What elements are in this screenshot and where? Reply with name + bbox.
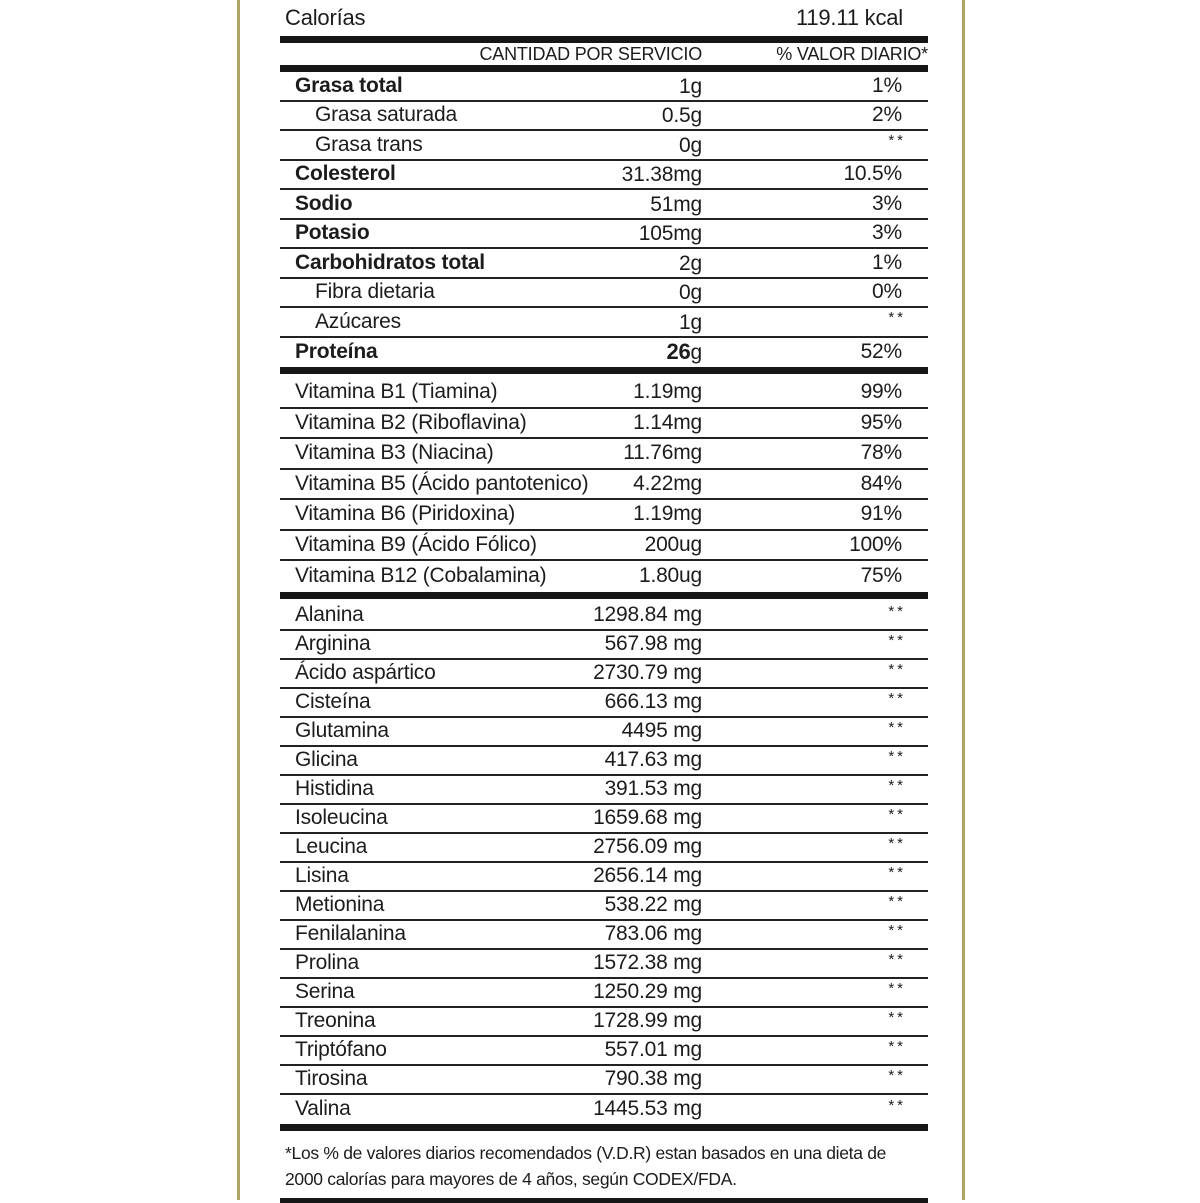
- table-row: [280, 131, 928, 161]
- vitamin-amount-value: 1.14mg: [633, 410, 702, 434]
- vitamin-daily-value: 95%: [860, 410, 902, 434]
- table-row: [280, 161, 928, 191]
- nutrient-daily-value: 3%: [872, 191, 902, 215]
- calories-row: [280, 0, 928, 36]
- amino-acid-amount: [593, 980, 702, 1004]
- amino-acid-amount-value: 417.63 mg: [604, 748, 702, 771]
- nutrient-name: Carbohidratos total: [295, 250, 485, 274]
- amino-acid-daily-value: **: [888, 1066, 906, 1084]
- table-row: [280, 602, 928, 631]
- nutrient-daily-value: 52%: [860, 340, 902, 364]
- amino-acid-name: Ácido aspártico: [295, 661, 436, 684]
- nutrient-amount: [650, 191, 702, 217]
- table-row: [280, 500, 928, 531]
- amino-acid-name: Cisteína: [295, 690, 371, 713]
- divider-bar-bottom: [280, 1198, 928, 1203]
- vitamin-daily-value: 75%: [860, 564, 902, 588]
- amino-acid-name: Metionina: [295, 893, 385, 916]
- amino-acid-daily-value: **: [888, 834, 906, 852]
- amino-acid-amount-value: 1728.99 mg: [593, 1009, 702, 1032]
- vitamin-amount: [623, 441, 702, 465]
- nutrient-amount-unit: 105mg: [638, 222, 702, 246]
- amino-acid-amount: [605, 1067, 702, 1091]
- amino-acid-amount: [593, 661, 702, 685]
- nutrient-amount: [679, 309, 702, 335]
- table-row: [280, 660, 928, 689]
- divider-bar-thick: [280, 65, 928, 72]
- divider-bar-thick: [280, 1124, 928, 1131]
- amino-acid-name: Glicina: [295, 748, 358, 771]
- header-amount-per-serving: CANTIDAD POR SERVICIO: [479, 43, 702, 64]
- table-row: [280, 249, 928, 279]
- amino-acid-amount-value: 1572.38 mg: [593, 951, 702, 974]
- vitamin-daily-value: 84%: [860, 471, 902, 495]
- amino-acid-amount: [605, 690, 702, 714]
- nutrient-amount: [679, 132, 702, 158]
- amino-acid-name: Serina: [295, 980, 355, 1003]
- amino-acid-name: Triptófano: [295, 1038, 387, 1061]
- amino-acid-amount-value: 1445.53 mg: [593, 1097, 702, 1120]
- amino-acid-amount: [605, 777, 702, 801]
- table-row: [280, 308, 928, 338]
- amino-acid-name: Treonina: [295, 1009, 376, 1032]
- nutrient-amount: [666, 339, 702, 365]
- table-row: [280, 102, 928, 132]
- amino-acid-name: Prolina: [295, 951, 359, 974]
- table-row: [280, 1037, 928, 1066]
- amino-acid-amount: [593, 603, 702, 627]
- vitamin-amount: [633, 411, 702, 435]
- table-row: [280, 689, 928, 718]
- table-row: [280, 834, 928, 863]
- nutrient-amount-unit: 31.38mg: [621, 163, 702, 187]
- nutrient-name: Sodio: [295, 191, 353, 215]
- vitamin-name: Vitamina B5 (Ácido pantotenico): [295, 471, 589, 495]
- vitamin-amount-value: 1.80ug: [638, 564, 702, 588]
- nutrient-name: Grasa total: [295, 73, 403, 97]
- amino-acid-amount: [605, 1038, 702, 1062]
- amino-acid-amount: [593, 1009, 702, 1033]
- vitamins-section: [280, 374, 928, 592]
- amino-acid-name: Fenilalanina: [295, 922, 406, 945]
- nutrition-facts-panel: [280, 0, 928, 1203]
- amino-acid-name: Leucina: [295, 835, 368, 858]
- nutrient-amount: [639, 220, 702, 246]
- nutrient-name: Fibra dietaria: [315, 280, 435, 304]
- table-row: [280, 805, 928, 834]
- vitamin-amount: [633, 380, 702, 404]
- nutrient-daily-value: 3%: [872, 221, 902, 245]
- amino-acid-name: Arginina: [295, 632, 371, 655]
- amino-acid-amount: [605, 632, 702, 656]
- amino-acid-daily-value: **: [888, 805, 906, 823]
- amino-acid-amount-value: 666.13 mg: [604, 690, 702, 713]
- amino-acid-amount-value: 557.01 mg: [604, 1038, 702, 1061]
- amino-acid-amount: [605, 748, 702, 772]
- amino-acid-name: Histidina: [295, 777, 374, 800]
- table-row: [280, 531, 928, 562]
- amino-acid-amount-value: 1250.29 mg: [593, 980, 702, 1003]
- calories-label: Calorías: [285, 5, 366, 30]
- vitamin-name: Vitamina B9 (Ácido Fólico): [295, 532, 537, 556]
- table-row: [280, 921, 928, 950]
- vitamin-amount-value: 4.22mg: [633, 471, 702, 495]
- amino-acid-amount-value: 783.06 mg: [604, 922, 702, 945]
- daily-value-footnote: *Los % de valores diarios recomendados (V.D.R) estan basados en una dieta de 2000 calorías para mayores de 4 años, según CODEX/FDA.: [285, 1142, 887, 1189]
- amino-acid-daily-value: **: [888, 979, 906, 997]
- nutrient-amount-unit: 0g: [679, 281, 702, 305]
- calories-value: 119.11 kcal: [795, 5, 903, 30]
- vitamin-daily-value: 91%: [860, 502, 902, 526]
- column-header-row: [280, 43, 928, 65]
- nutrient-amount: [679, 279, 702, 305]
- vitamin-daily-value: 100%: [849, 532, 902, 556]
- amino-acid-amount: [593, 951, 702, 975]
- amino-acid-daily-value: **: [888, 602, 906, 620]
- amino-acid-daily-value: **: [888, 718, 906, 736]
- label-edge-line-right: [962, 0, 965, 1200]
- amino-acid-daily-value: **: [888, 747, 906, 765]
- table-row: [280, 220, 928, 250]
- amino-acid-daily-value: **: [888, 689, 906, 707]
- amino-acid-amount-value: 1298.84 mg: [593, 603, 702, 626]
- table-row: [280, 378, 928, 409]
- nutrient-daily-value: **: [888, 309, 906, 327]
- amino-acid-amount-value: 4495 mg: [621, 719, 702, 742]
- nutrient-amount-unit: 51mg: [650, 192, 702, 216]
- table-row: [280, 338, 928, 368]
- amino-acid-amount-value: 2656.14 mg: [593, 864, 702, 887]
- amino-acid-amount: [593, 864, 702, 888]
- divider-bar-thick: [280, 592, 928, 599]
- amino-acid-amount: [593, 806, 702, 830]
- amino-acid-name: Tirosina: [295, 1067, 368, 1090]
- table-row: [280, 863, 928, 892]
- vitamin-amount: [645, 533, 702, 557]
- table-row: [280, 1095, 928, 1124]
- nutrient-amount-unit: 1g: [679, 310, 702, 334]
- vitamin-amount-value: 1.19mg: [633, 380, 702, 404]
- vitamin-daily-value: 78%: [860, 441, 902, 465]
- amino-acid-amount-value: 1659.68 mg: [593, 806, 702, 829]
- nutrient-amount-unit: 0.5g: [661, 104, 702, 128]
- table-row: [280, 72, 928, 102]
- amino-acid-name: Isoleucina: [295, 806, 388, 829]
- amino-acid-daily-value: **: [888, 776, 906, 794]
- table-row: [280, 631, 928, 660]
- nutrient-daily-value: 2%: [872, 103, 902, 127]
- table-row: [280, 979, 928, 1008]
- amino-acid-name: Alanina: [295, 603, 364, 626]
- vitamin-amount: [639, 564, 702, 588]
- nutrient-amount-unit: 1g: [679, 74, 702, 98]
- table-row: [280, 718, 928, 747]
- amino-acid-daily-value: **: [888, 921, 906, 939]
- nutrient-amount-unit: 0g: [679, 133, 702, 157]
- table-row: [280, 279, 928, 309]
- table-row: [280, 950, 928, 979]
- vitamin-amount-value: 1.19mg: [633, 502, 702, 526]
- nutrient-name: Potasio: [295, 221, 370, 245]
- amino-acid-daily-value: **: [888, 1096, 906, 1114]
- nutrient-daily-value: **: [888, 132, 906, 150]
- table-row: [280, 1008, 928, 1037]
- nutrient-amount: [662, 102, 702, 128]
- amino-acids-section: [280, 599, 928, 1124]
- nutrient-amount: [679, 73, 702, 99]
- macronutrients-section: [280, 72, 928, 367]
- divider-bar-thick: [280, 36, 928, 43]
- table-row: [280, 409, 928, 440]
- table-row: [280, 190, 928, 220]
- nutrient-amount: [679, 250, 702, 276]
- amino-acid-daily-value: **: [888, 863, 906, 881]
- amino-acid-amount: [593, 835, 702, 859]
- nutrient-amount-unit: g: [690, 341, 702, 365]
- nutrient-daily-value: 1%: [872, 250, 902, 274]
- vitamin-name: Vitamina B6 (Piridoxina): [295, 502, 516, 526]
- divider-bar-thick: [280, 367, 928, 374]
- nutrient-daily-value: 0%: [872, 280, 902, 304]
- amino-acid-amount: [605, 893, 702, 917]
- nutrient-name: Grasa saturada: [315, 103, 457, 127]
- amino-acid-daily-value: **: [888, 892, 906, 910]
- amino-acid-name: Lisina: [295, 864, 349, 887]
- nutrient-name: Grasa trans: [315, 132, 423, 156]
- vitamin-name: Vitamina B3 (Niacina): [295, 441, 494, 465]
- table-row: [280, 747, 928, 776]
- nutrient-name: Azúcares: [315, 309, 401, 333]
- amino-acid-name: Glutamina: [295, 719, 389, 742]
- nutrient-daily-value: 10.5%: [843, 162, 902, 186]
- amino-acid-amount-value: 391.53 mg: [604, 777, 702, 800]
- vitamin-name: Vitamina B1 (Tiamina): [295, 380, 498, 404]
- nutrient-amount-unit: 2g: [679, 251, 702, 275]
- table-row: [280, 1066, 928, 1095]
- amino-acid-daily-value: **: [888, 631, 906, 649]
- vitamin-name: Vitamina B12 (Cobalamina): [295, 564, 547, 588]
- table-row: [280, 439, 928, 470]
- table-row: [280, 470, 928, 501]
- header-daily-value: % VALOR DIARIO*: [776, 43, 928, 64]
- table-row: [280, 561, 928, 592]
- nutrient-name: Colesterol: [295, 162, 396, 186]
- amino-acid-amount: [605, 922, 702, 946]
- amino-acid-amount-value: 2730.79 mg: [593, 661, 702, 684]
- vitamin-amount: [633, 472, 702, 496]
- vitamin-amount-value: 200ug: [644, 532, 702, 556]
- amino-acid-name: Valina: [295, 1097, 351, 1120]
- amino-acid-daily-value: **: [888, 660, 906, 678]
- amino-acid-amount: [622, 719, 702, 743]
- nutrient-amount-strong: 26: [666, 339, 691, 365]
- amino-acid-amount-value: 538.22 mg: [604, 893, 702, 916]
- vitamin-daily-value: 99%: [860, 380, 902, 404]
- amino-acid-daily-value: **: [888, 1008, 906, 1026]
- vitamin-amount-value: 11.76mg: [623, 441, 702, 465]
- vitamin-amount: [633, 502, 702, 526]
- amino-acid-amount-value: 790.38 mg: [604, 1067, 702, 1090]
- vitamin-name: Vitamina B2 (Riboflavina): [295, 410, 527, 434]
- amino-acid-amount: [593, 1097, 702, 1121]
- amino-acid-daily-value: **: [888, 950, 906, 968]
- amino-acid-daily-value: **: [888, 1037, 906, 1055]
- nutrient-name: Proteína: [295, 340, 378, 364]
- nutrient-daily-value: 1%: [872, 73, 902, 97]
- label-edge-line-left: [237, 0, 240, 1200]
- amino-acid-amount-value: 2756.09 mg: [593, 835, 702, 858]
- nutrient-amount: [622, 161, 702, 187]
- table-row: [280, 776, 928, 805]
- amino-acid-amount-value: 567.98 mg: [604, 632, 702, 655]
- table-row: [280, 892, 928, 921]
